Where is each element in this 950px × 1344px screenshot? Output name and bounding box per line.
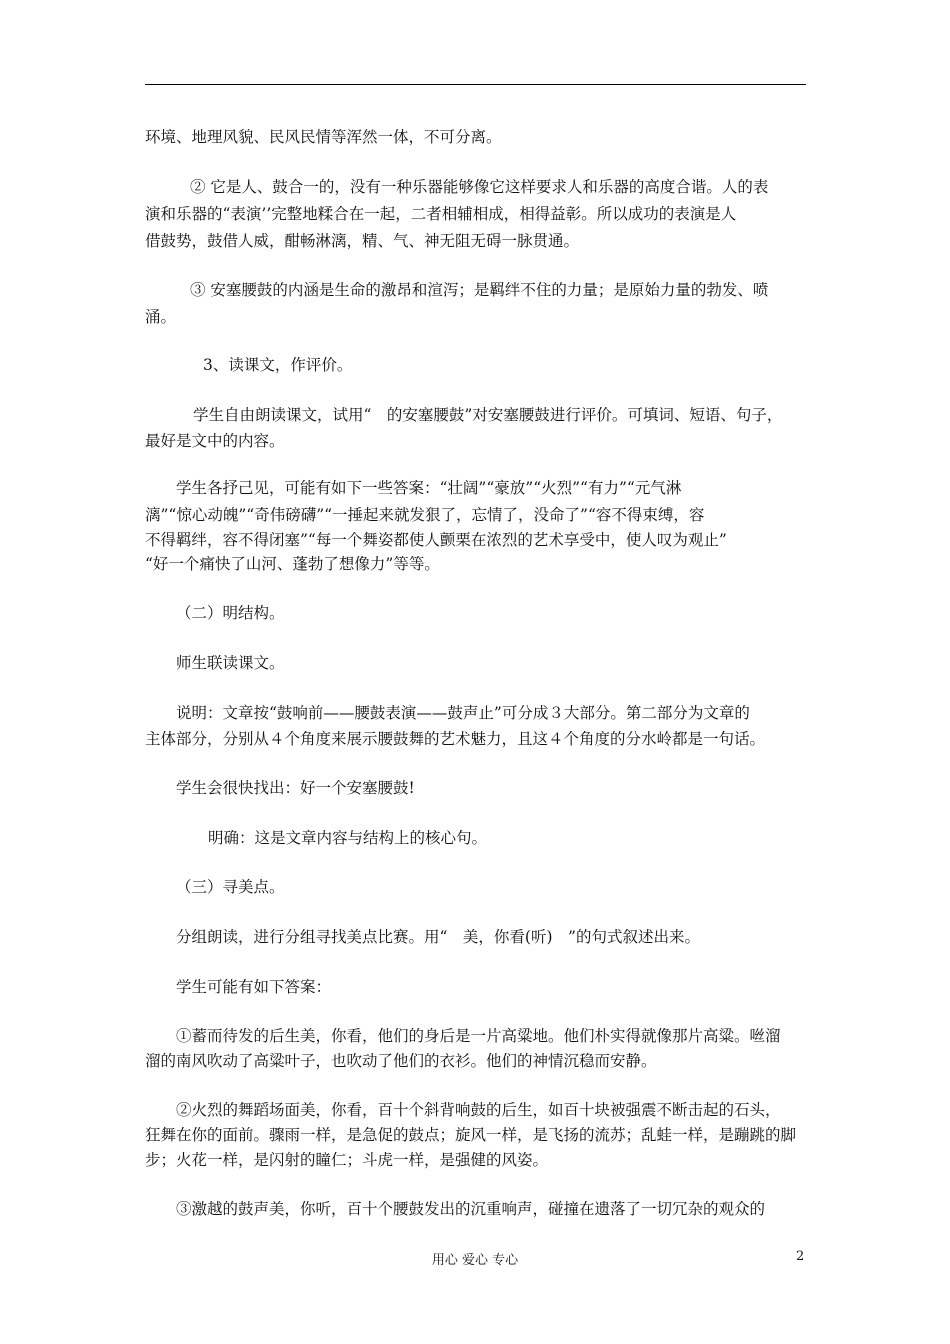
text-line: 演和乐器的“表演’’完整地糅合在一起，二者相辅相成，相得益彰。所以成功的表演是人: [145, 205, 737, 223]
text-line: 溜的南风吹动了高粱叶子，也吹动了他们的衣衫。他们的神情沉稳而安静。: [145, 1052, 657, 1070]
header-rule: [145, 84, 806, 85]
text-line: 狂舞在你的面前。骤雨一样，是急促的鼓点；旋风一样，是飞扬的流苏；乱蛙一样，是蹦跳的脚: [145, 1126, 797, 1144]
section-heading: 3、读课文，作评价。: [203, 356, 353, 374]
text-line: 学生各抒己见，可能有如下一些答案：“壮阔”“豪放”“火烈”“有力”“元气淋: [176, 479, 682, 497]
text-line: 学生自由朗读课文，试用“ 的安塞腰鼓”对安塞腰鼓进行评价。可填词、短语、句子，: [193, 406, 783, 424]
text-line: 最好是文中的内容。: [145, 432, 285, 450]
page-number: 2: [796, 1249, 805, 1264]
text-line: 学生会很快找出：好一个安塞腰鼓!: [176, 779, 415, 797]
text-line: 分组朗读，进行分组寻找美点比赛。用“ 美，你看(听) ”的句式叙述出来。: [176, 928, 700, 946]
text-line: ②火烈的舞蹈场面美，你看，百十个斜背响鼓的后生，如百十块被强震不断击起的石头，: [176, 1101, 781, 1119]
footer-text: 用心 爱心 专心: [431, 1253, 519, 1268]
text-line: 说明：文章按“鼓响前——腰鼓表演——鼓声止”可分成３大部分。第二部分为文章的: [176, 704, 750, 722]
section-heading: （二）明结构。: [176, 604, 285, 622]
text-line: 主体部分，分别从４个角度来展示腰鼓舞的艺术魅力，且这４个角度的分水岭都是一句话。: [145, 730, 766, 748]
text-line: 不得羁绊，容不得闭塞”“每一个舞姿都使人颤栗在浓烈的艺术享受中，使人叹为观止”: [145, 531, 727, 549]
text-line: ①蓄而待发的后生美，你看，他们的身后是一片高粱地。他们朴实得就像那片高粱。咝溜: [176, 1027, 781, 1045]
text-line: 师生联读课文。: [176, 654, 285, 672]
text-line: 学生可能有如下答案：: [176, 978, 332, 996]
text-line: ② 它是人、鼓合一的，没有一种乐器能够像它这样要求人和乐器的高度合谐。人的表: [190, 178, 769, 196]
text-line: 漓”“惊心动魄”“奇伟磅礴”“一捶起来就发狠了，忘情了，没命了”“容不得束缚，容: [145, 506, 705, 524]
text-line: 借鼓势，鼓借人威，酣畅淋漓，精、气、神无阻无碍一脉贯通。: [145, 232, 580, 250]
text-line: ③ 安塞腰鼓的内涵是生命的激昂和渲泻；是羁绊不住的力量；是原始力量的勃发、喷: [190, 281, 769, 299]
text-line: “好一个痛快了山河、蓬勃了想像力”等等。: [145, 555, 440, 573]
text-line: 步；火花一样，是闪射的瞳仁；斗虎一样，是强健的风姿。: [145, 1151, 549, 1169]
text-line: 环境、地理风貌、民风民情等浑然一体，不可分离。: [145, 128, 502, 146]
text-line: ③激越的鼓声美，你听，百十个腰鼓发出的沉重响声，碰撞在遗落了一切冗杂的观众的: [176, 1200, 766, 1218]
section-heading: （三）寻美点。: [176, 878, 285, 896]
text-line: 涌。: [145, 308, 177, 326]
text-line: 明确：这是文章内容与结构上的核心句。: [208, 829, 488, 847]
